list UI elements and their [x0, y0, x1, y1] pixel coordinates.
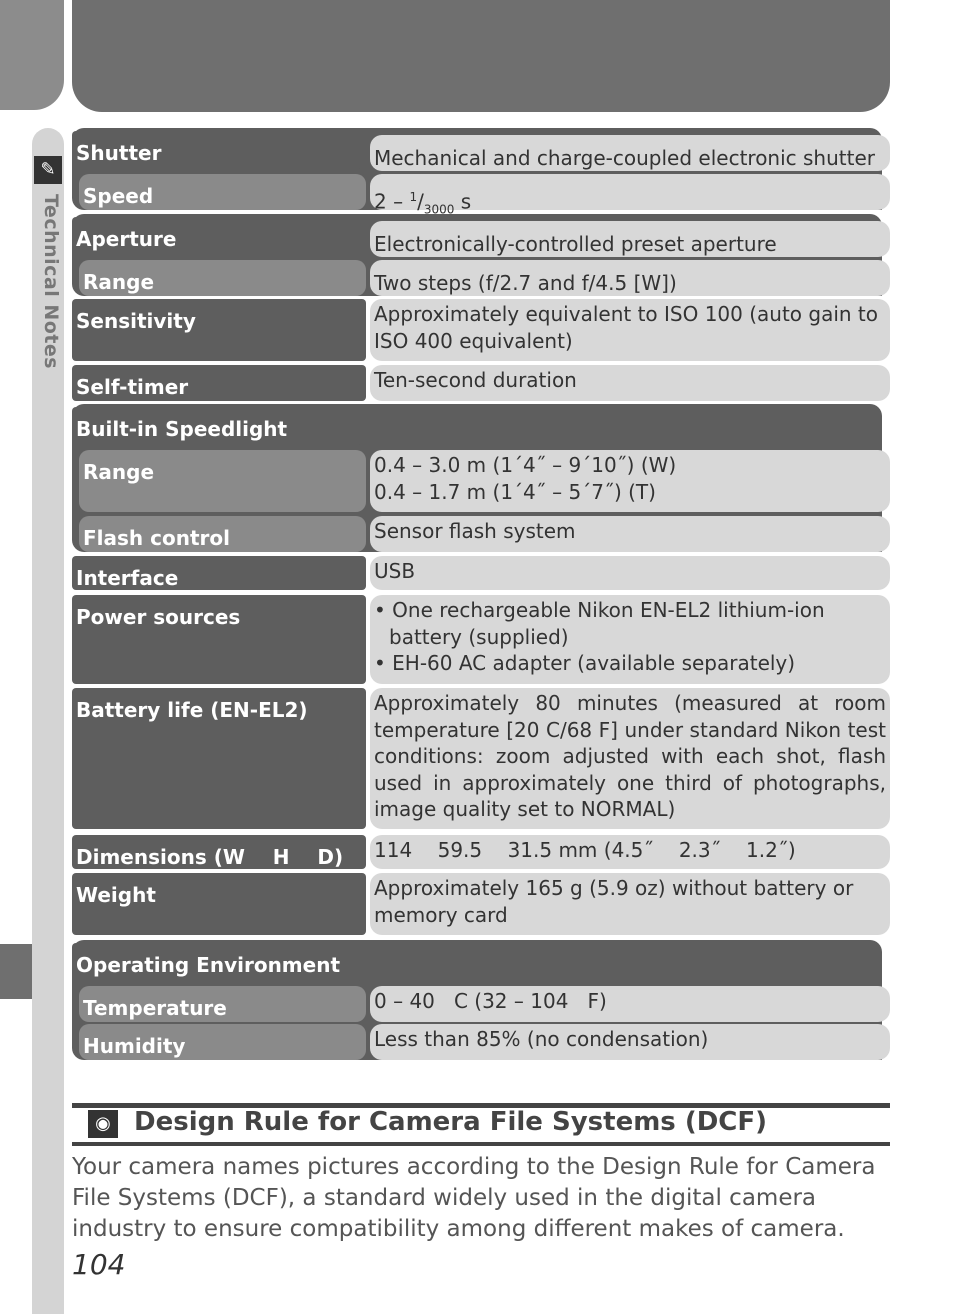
power-sources-value [370, 595, 890, 684]
aperture-value: Electronically-controlled preset aperture [370, 221, 890, 257]
speed-numerator: 1 [409, 190, 418, 204]
speedlight-range-wide: 0.4 – 3.0 m (1´4˝ – 9´10˝) (W) [374, 453, 677, 477]
pencil-notes-icon: ✎ [34, 156, 62, 184]
dimensions-label: Dimensions (W H D) [72, 835, 366, 869]
shutter-speed-label: Speed [79, 174, 366, 210]
shutter-speed-value: $2 - ^1/_{3000}$ s [370, 174, 890, 210]
aperture-range-value: Two steps (f/2.7 and f/4.5 [W]) [370, 260, 890, 296]
heading-rule-bottom [72, 1142, 890, 1146]
speedlight-range-value [370, 450, 890, 512]
page-number: 104 [72, 1248, 126, 1281]
sensitivity-value: Approximately equivalent to ISO 100 (auto gain to ISO 400 equivalent) [370, 299, 890, 361]
aperture-range-label: Range [79, 260, 366, 296]
aperture-label: Aperture [72, 217, 362, 255]
power-sources-label: Power sources [72, 595, 366, 684]
shutter-label: Shutter [72, 131, 362, 169]
humidity-label: Humidity [79, 1024, 366, 1060]
speed-prefix: 2 – [374, 189, 410, 214]
interface-value: USB [370, 556, 890, 590]
self-timer-value: Ten-second duration [370, 365, 890, 401]
speedlight-range-tele: 0.4 – 1.7 m (1´4˝ – 5´7˝) (T) [374, 479, 656, 504]
speed-unit: s [454, 189, 472, 214]
sensitivity-label: Sensitivity [72, 299, 366, 361]
temperature-value: 0 – 40 C (32 – 104 F) [370, 986, 890, 1022]
flash-control-label: Flash control [79, 516, 366, 552]
battery-life-label: Battery life (EN-EL2) [72, 688, 366, 829]
interface-label: Interface [72, 556, 366, 590]
temperature-label: Temperature [79, 986, 366, 1022]
weight-label: Weight [72, 873, 366, 935]
header-banner [72, 0, 890, 112]
power-item-adapter: • EH-60 AC adapter (available separately) [374, 651, 796, 675]
dcf-body-text: Your camera names pictures according to the Design Rule for Camera File Systems (DCF), a standard widely used in the digital camera industry to ensure compatibility among different makes of camera. [72, 1154, 876, 1242]
speedlight-range-label: Range [79, 450, 366, 512]
weight-value: Approximately 165 g (5.9 oz) without battery or memory card [370, 873, 890, 935]
flash-control-value: Sensor flash system [370, 516, 890, 552]
dimensions-value: 114 59.5 31.5 mm (4.5˝ 2.3˝ 1.2˝) [370, 835, 890, 869]
humidity-value: Less than 85% (no condensation) [370, 1024, 890, 1060]
power-item-battery: • One rechargeable Nikon EN-EL2 lithium-ion battery (supplied) [374, 598, 825, 649]
environment-label: Operating Environment [72, 943, 362, 981]
camera-lens-icon: ◉ [88, 1110, 118, 1138]
shutter-value: Mechanical and charge-coupled electronic shutter [370, 135, 890, 171]
speedlight-label: Built-in Speedlight [72, 407, 362, 445]
dcf-heading: Design Rule for Camera File Systems (DCF) [134, 1107, 768, 1137]
corner-tab [0, 0, 64, 110]
section-marker [0, 944, 32, 999]
speed-denominator: 3000 [423, 202, 455, 217]
self-timer-label: Self-timer [72, 365, 366, 401]
battery-life-value: Approximately 80 minutes (measured at room temperature [20 C/68 F] under standard Nikon test conditions: zoom adjusted with each shot, flash used in approximately one third of photographs, image quality set to NORMAL) [370, 688, 890, 829]
side-tab-label: Technical Notes [40, 194, 62, 370]
